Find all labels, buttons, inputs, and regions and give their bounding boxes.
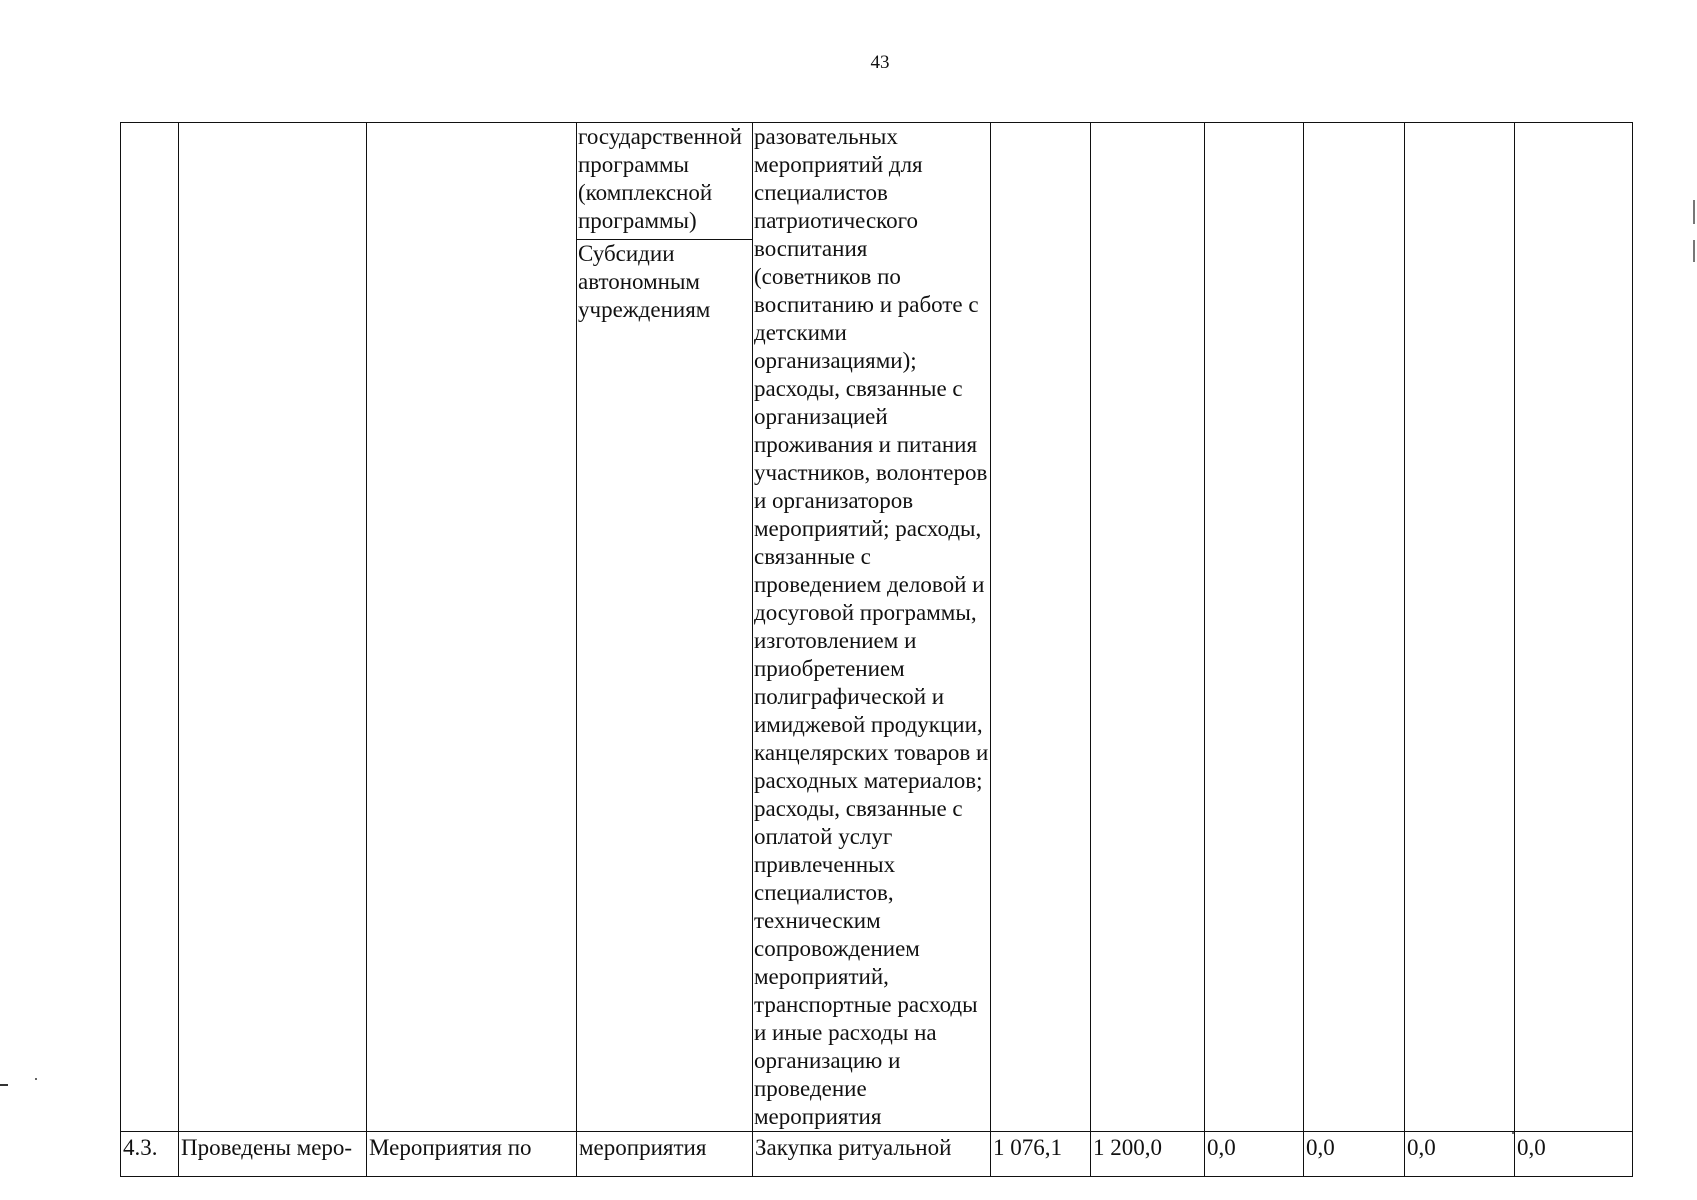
cell-row-description: Закупка ритуальной (753, 1132, 991, 1177)
cell-funding-source-bottom: Субсидии автономным учреждениям (577, 240, 753, 1132)
cell-row-value-3: 0,0 (1205, 1132, 1304, 1177)
cell-row-event: Мероприятия по (367, 1132, 577, 1177)
cell-row-value-6: 0,0 (1515, 1132, 1633, 1177)
cell-funding-source-top: государственной программы (комплексной программы) (577, 123, 753, 240)
cell-row-number: 4.3. (121, 1132, 179, 1177)
cell-value-empty-5 (1405, 123, 1515, 1132)
page-number: 43 (870, 52, 890, 73)
table-row-4-3 (121, 1132, 1633, 1177)
cell-row-value-4: 0,0 (1304, 1132, 1405, 1177)
table-row-continuation (121, 123, 1633, 240)
cell-value-empty-1 (991, 123, 1091, 1132)
cell-row-value-5: 0,0 (1405, 1132, 1515, 1177)
cell-value-empty-2 (1091, 123, 1205, 1132)
cell-event-empty (367, 123, 577, 1132)
budget-table (120, 122, 1633, 1177)
scan-edge-mark (1693, 240, 1695, 262)
scan-dot-mark (35, 1078, 37, 1080)
cell-expense-description: разовательных мероприятий для специалистов патриотического воспитания (советников по воспитанию и работе с детскими организациями); расходы, связанные с организацией проживания и питания участников, волонтеров и организаторов мероприятий; расходы, связанные с проведением деловой и досуговой программы, изготовлением и приобретением полиграфической и имиджевой продукции, канцелярских товаров и расходных материалов; расходы, связанные с оплатой услуг привлеченных специалистов, техническим сопровождением мероприятий, транспортные расходы и иные расходы на организацию и проведение мероприятия (753, 123, 991, 1132)
cell-value-empty-3 (1205, 123, 1304, 1132)
cell-value-empty-4 (1304, 123, 1405, 1132)
cell-row-value-2: 1 200,0 (1091, 1132, 1205, 1177)
scan-dash-mark (0, 1084, 8, 1086)
cell-row-result: Проведены меро- (179, 1132, 367, 1177)
cell-row-funding: мероприятия (577, 1132, 753, 1177)
cell-value-empty-6 (1515, 123, 1633, 1132)
cell-number-empty (121, 123, 179, 1132)
scan-edge-mark (1693, 200, 1695, 224)
cell-row-value-1: 1 076,1 (991, 1132, 1091, 1177)
cell-result-empty (179, 123, 367, 1132)
scan-dot-mark (1512, 1132, 1514, 1134)
